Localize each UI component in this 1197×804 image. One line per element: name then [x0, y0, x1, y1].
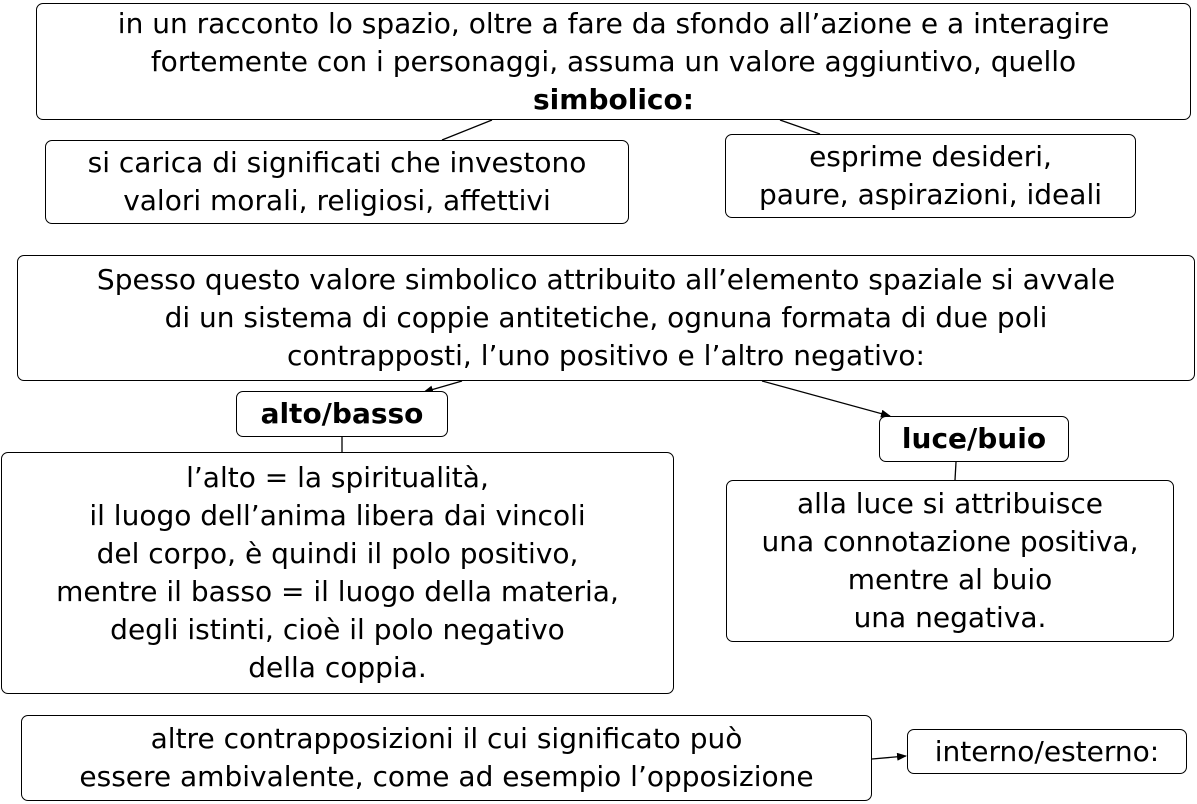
node-luce-desc	[726, 480, 1174, 642]
node-desideri-text: esprime desideri, paure, aspirazioni, ideali	[759, 140, 1102, 211]
node-luce-desc-text: alla luce si attribuisce una connotazione positiva, mentre al buio una negativa.	[761, 487, 1139, 634]
arrow-altre-interno-esterno	[872, 756, 906, 759]
node-coppie	[17, 255, 1195, 381]
node-alto-basso	[236, 391, 448, 437]
node-interno-esterno-text: interno/esterno:	[934, 734, 1160, 768]
node-interno-esterno	[907, 729, 1187, 774]
connector-intro-morali	[442, 120, 492, 140]
node-altre-text: altre contrapposizioni il cui significato può essere ambivalente, come ad esempio l’opposizione	[79, 722, 814, 793]
arrow-coppie-luce-buio	[762, 381, 890, 416]
node-intro-emphasis: simbolico:	[533, 82, 694, 116]
connector-intro-desideri	[780, 120, 820, 134]
node-luce-buio	[879, 416, 1069, 462]
node-alto-desc	[1, 452, 674, 694]
node-intro-text: in un racconto lo spazio, oltre a fare da sfondo all’azione e a interagire fortemente con i personaggi, assuma un valore aggiuntivo, quello	[117, 6, 1110, 78]
node-intro	[36, 3, 1191, 120]
node-alto-basso-text: alto/basso	[260, 397, 424, 430]
node-morali	[45, 140, 629, 224]
node-luce-buio-text: luce/buio	[901, 422, 1047, 455]
node-coppie-text: Spesso questo valore simbolico attribuito all’elemento spaziale si avvale di un sistema di coppie antitetiche, ognuna formata di due poli contrapposti, l’uno positivo e l’altro negativo:	[96, 263, 1116, 372]
connector-luce-buio-desc	[955, 462, 956, 480]
node-morali-text: si carica di significati che investono valori morali, religiosi, affettivi	[87, 146, 587, 217]
node-alto-desc-text: l’alto = la spiritualità, il luogo dell’anima libera dai vincoli del corpo, è quindi il polo positivo, mentre il basso = il luogo della materia, degli istinti, cioè il polo negativo della coppia.	[56, 461, 619, 684]
node-altre	[21, 715, 872, 801]
node-desideri	[725, 134, 1136, 218]
